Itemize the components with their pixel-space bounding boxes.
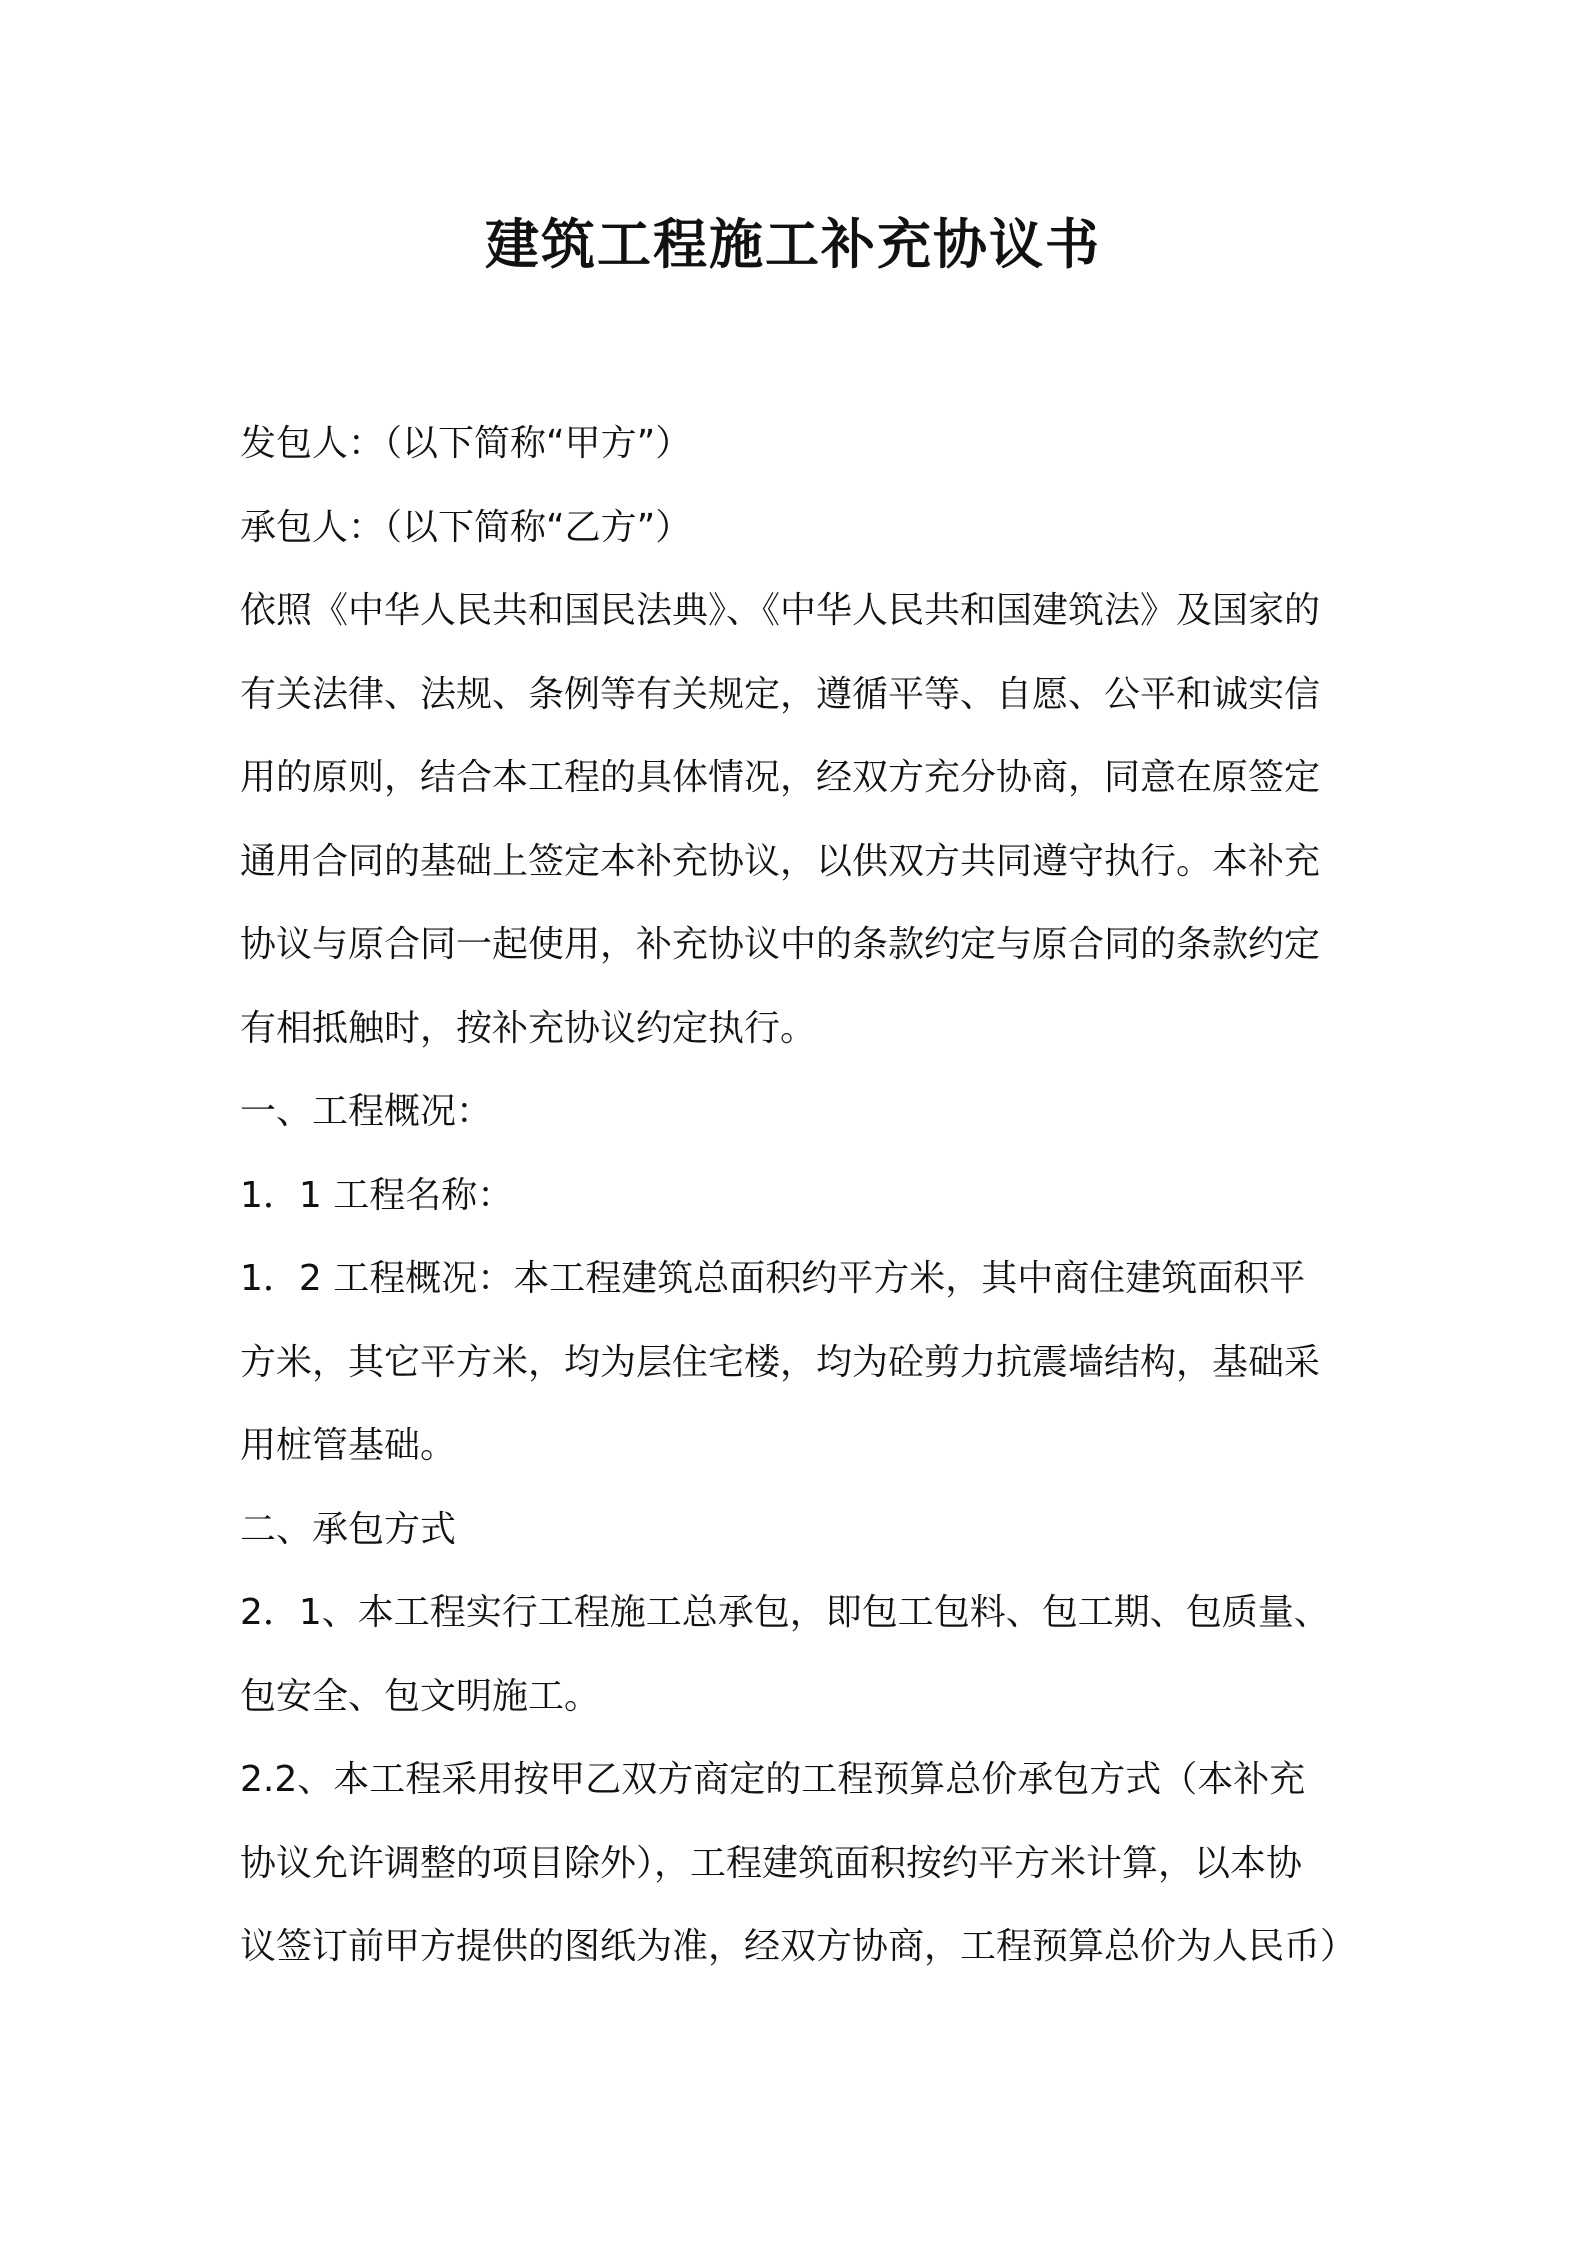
- clause-2-2-line-1: 2.2、本工程采用按甲乙双方商定的工程预算总价承包方式（本补充: [240, 1759, 1306, 1800]
- preamble-line-5: 协议与原合同一起使用，补充协议中的条款约定与原合同的条款约定: [240, 924, 1321, 965]
- document-body: [240, 402, 1360, 1989]
- section-heading-2: 二、承包方式: [240, 1508, 457, 1550]
- preamble-line-2: 有关法律、法规、条例等有关规定，遵循平等、自愿、公平和诚实信: [240, 673, 1321, 715]
- preamble-line-3: 用的原则，结合本工程的具体情况，经双方充分协商，同意在原签定: [240, 757, 1321, 798]
- clause-1-2-line-1: 1．2 工程概况：本工程建筑总面积约平方米，其中商住建筑面积平: [240, 1258, 1306, 1299]
- preamble-line-4: 通用合同的基础上签定本补充协议，以供双方共同遵守执行。本补充: [240, 840, 1321, 882]
- party-a-line: 发包人：（以下简称“甲方”）: [240, 423, 692, 464]
- clause-2-2-line-2: 协议允许调整的项目除外），工程建筑面积按约平方米计算，以本协: [240, 1842, 1303, 1884]
- clause-2-1-line-1: 2．1、本工程实行工程施工总承包，即包工包料、包工期、包质量、: [240, 1592, 1330, 1633]
- clause-2-2-line-3: 议签订前甲方提供的图纸为准，经双方协商，工程预算总价为人民币）: [240, 1926, 1357, 1967]
- clause-1-1: 1．1 工程名称：: [240, 1174, 514, 1216]
- party-b-line: 承包人：（以下简称“乙方”）: [240, 506, 692, 548]
- preamble-line-1: 依照《中华人民共和国民法典》、《中华人民共和国建筑法》及国家的: [240, 590, 1321, 631]
- clause-1-2-line-2: 方米，其它平方米，均为层住宅楼，均为砼剪力抗震墙结构，基础采: [240, 1341, 1321, 1383]
- document-title: 建筑工程施工补充协议书: [485, 213, 1101, 276]
- preamble-line-6: 有相抵触时，按补充协议约定执行。: [240, 1007, 817, 1049]
- section-heading-1: 一、工程概况：: [240, 1091, 493, 1132]
- clause-2-1-line-2: 包安全、包文明施工。: [240, 1675, 601, 1717]
- clause-1-2-line-3: 用桩管基础。: [240, 1425, 457, 1466]
